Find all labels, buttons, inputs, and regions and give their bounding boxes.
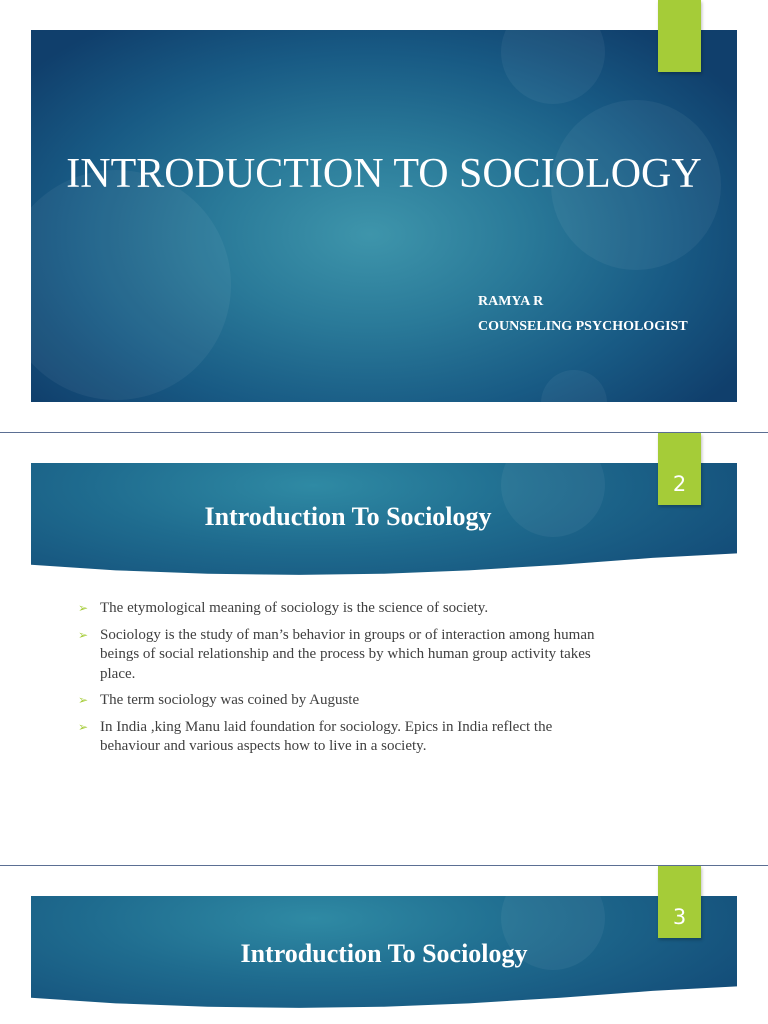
slide-number: 2: [672, 472, 687, 496]
author-name: RAMYA R: [478, 294, 544, 309]
slide-1: [0, 0, 768, 432]
bullet-text: Sociology is the study of man’s behavior in groups or of interaction among human beings of social relationship and the process by which human group activity takes place.: [100, 626, 595, 682]
author-block: [478, 289, 688, 339]
green-arrowhead-icon: ➢: [78, 601, 89, 615]
bullet-item: [78, 599, 598, 619]
bullet-list: [78, 599, 598, 764]
bullet-item: [78, 626, 598, 685]
slide-title: INTRODUCTION TO SOCIOLOGY: [66, 151, 702, 197]
slide-number-tab: [658, 0, 701, 72]
green-arrowhead-icon: ➢: [78, 693, 89, 707]
green-arrowhead-icon: ➢: [78, 627, 89, 642]
bullet-item: [78, 718, 598, 757]
slide-number: 3: [672, 905, 687, 929]
slide-3: [0, 866, 768, 1024]
title-slide-panel: [31, 30, 737, 402]
bullet-text: The etymological meaning of sociology is the science of society.: [100, 600, 489, 616]
slide-2: [0, 433, 768, 865]
bullet-text: In India ,king Manu laid foundation for sociology. Epics in India reflect the behaviour and various aspects how to live in a society.: [100, 718, 553, 754]
slide-number-tab: [658, 866, 701, 938]
green-arrowhead-icon: ➢: [78, 719, 89, 734]
bullet-item: [78, 691, 598, 711]
author-role: COUNSELING PSYCHOLOGIST: [478, 319, 688, 334]
slide-number-tab: [658, 433, 701, 505]
slide-title: Introduction To Sociology: [240, 939, 528, 968]
bullet-text: The term sociology was coined by Auguste: [100, 692, 360, 708]
slide-title: Introduction To Sociology: [204, 502, 492, 531]
